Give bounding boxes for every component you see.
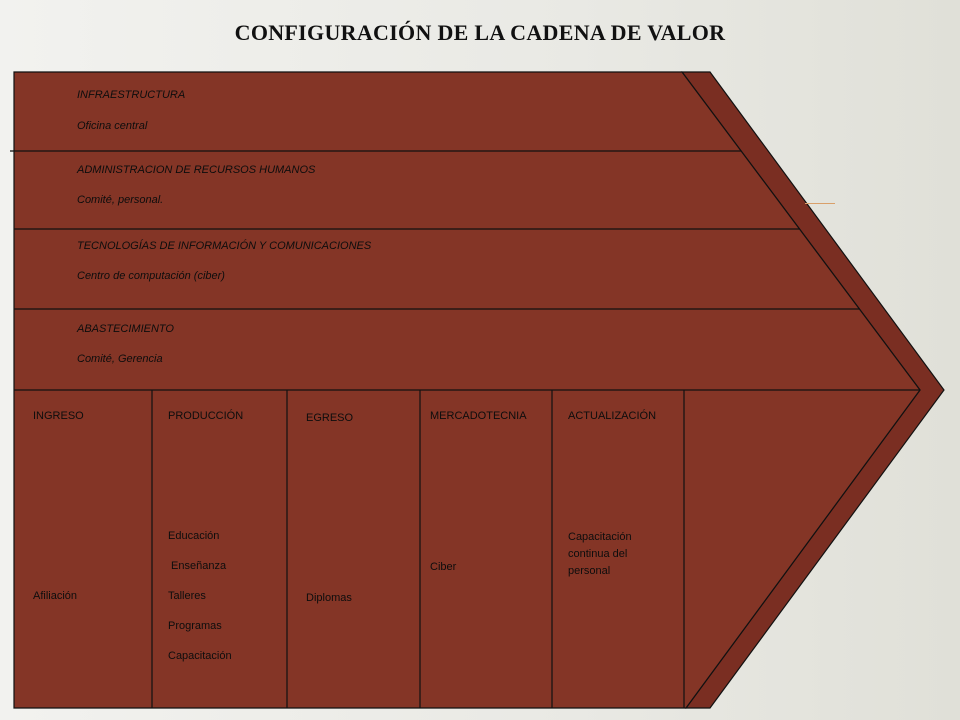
primary-item-programas: Programas xyxy=(168,620,222,632)
primary-heading-ingreso: INGRESO xyxy=(33,410,84,422)
primary-heading-egreso: EGRESO xyxy=(306,412,354,424)
decorative-line xyxy=(805,203,835,204)
support-detail-infraestructura: Oficina central xyxy=(77,120,148,132)
support-detail-tecnologias: Centro de computación (ciber) xyxy=(77,270,225,282)
support-heading-infraestructura: INFRAESTRUCTURA xyxy=(77,89,186,101)
primary-item-educacion: Educación xyxy=(168,530,220,542)
slide-title: CONFIGURACIÓN DE LA CADENA DE VALOR xyxy=(234,20,726,45)
primary-item-capacitacion-continua-3: personal xyxy=(568,565,611,577)
support-heading-tecnologias: TECNOLOGÍAS DE INFORMACIÓN Y COMUNICACIONES xyxy=(77,240,372,252)
primary-item-ciber: Ciber xyxy=(430,561,457,573)
primary-item-capacitacion-continua-1: Capacitación xyxy=(568,531,632,543)
primary-heading-actualizacion: ACTUALIZACIÓN xyxy=(568,410,657,422)
primary-heading-mercadotecnia: MERCADOTECNIA xyxy=(430,410,527,422)
support-heading-abastecimiento: ABASTECIMIENTO xyxy=(77,323,174,335)
support-detail-abastecimiento: Comité, Gerencia xyxy=(77,353,163,365)
primary-item-diplomas: Diplomas xyxy=(306,592,352,604)
support-detail-recursos-humanos: Comité, personal. xyxy=(77,194,164,206)
support-heading-recursos-humanos: ADMINISTRACION DE RECURSOS HUMANOS xyxy=(77,164,316,176)
primary-item-ensenanza: Enseñanza xyxy=(168,560,227,572)
primary-item-talleres: Talleres xyxy=(168,590,206,602)
primary-item-capacitacion: Capacitación xyxy=(168,650,232,662)
primary-item-afiliacion: Afiliación xyxy=(33,590,78,602)
primary-heading-produccion: PRODUCCIÓN xyxy=(168,410,244,422)
primary-item-capacitacion-continua-2: continua del xyxy=(568,548,628,560)
